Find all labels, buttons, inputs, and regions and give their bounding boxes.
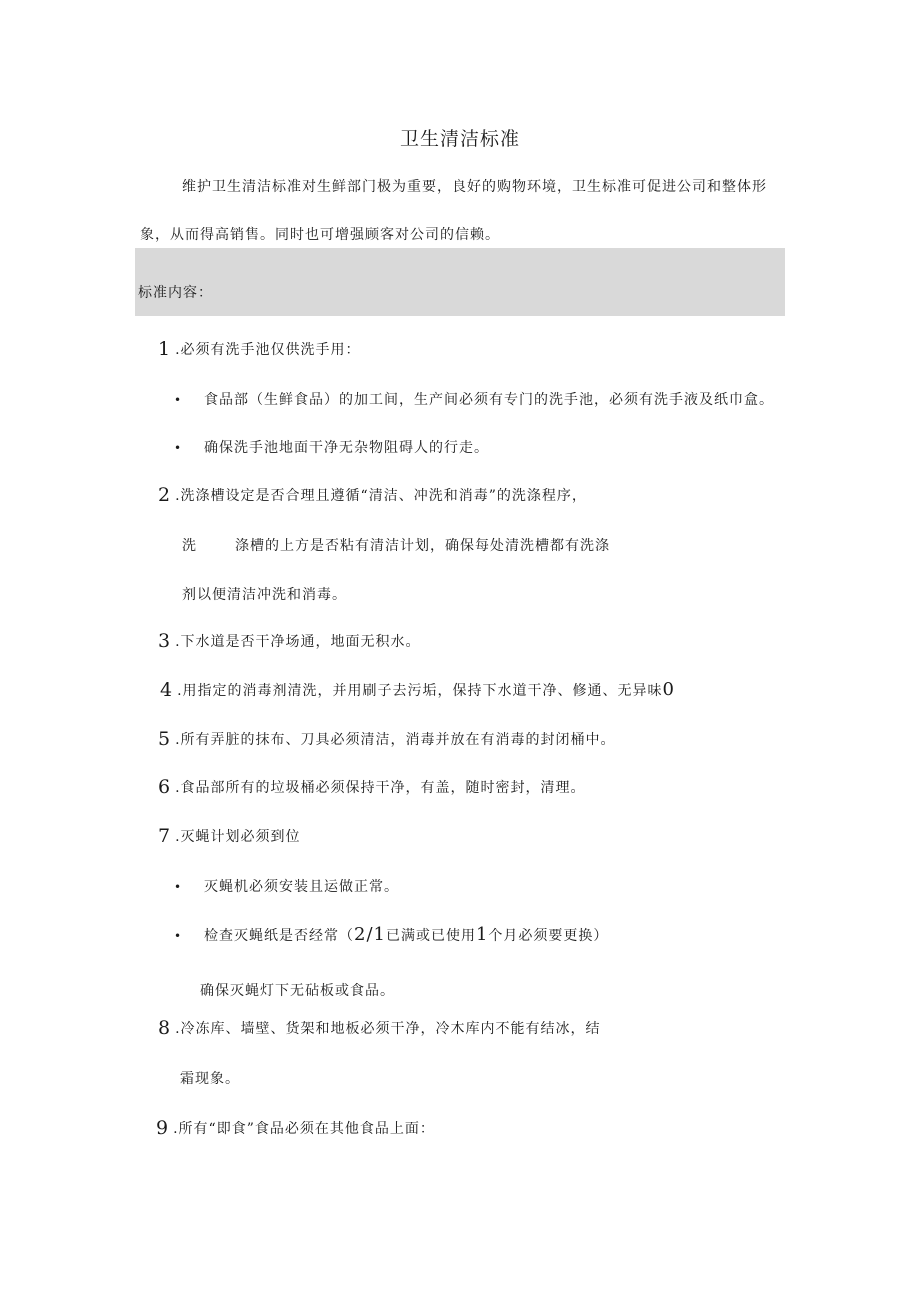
bullet-text-pre: 检查灭蝇纸是否经常（ [204, 928, 354, 944]
list-item-1-bullet-1 [174, 389, 774, 409]
item-number: 6 [158, 776, 172, 798]
item-text: .灭蝇计划必须到位 [175, 829, 301, 845]
item-text: .所有弄脏的抹布、刀具必须清洁，消毒并放在有消毒的封闭桶中。 [175, 732, 616, 748]
bullet-icon: • [174, 441, 183, 455]
bullet-icon: • [174, 929, 183, 943]
bullet-text-post: 个月必须要更换） [488, 928, 609, 944]
list-item-1-bullet-2 [174, 437, 489, 457]
section-label: 标准内容： [138, 285, 213, 301]
list-item-1 [158, 338, 361, 360]
item-number: 9 [156, 1117, 170, 1139]
list-item-7 [158, 825, 301, 847]
item-text: .必须有洗手池仅供洗手用： [175, 342, 361, 358]
list-item-3 [158, 630, 421, 652]
item-text: .冷冻库、墙壁、货架和地板必须干净，冷木库内不能有结冰，结 [175, 1021, 601, 1037]
item-text: .所有“即食”食品必须在其他食品上面： [173, 1121, 435, 1137]
item-number: 3 [158, 630, 172, 652]
month-count: 1 [475, 924, 489, 945]
bullet-text: 灭蝇机必须安装且运做正常。 [204, 879, 399, 895]
list-item-2-cont-1b: 涤槽的上方是否粘有清洁计划，确保每处清洗槽都有洗涤 [235, 538, 610, 554]
bullet-text: 确保洗手池地面干净无杂物阻碍人的行走。 [204, 440, 489, 456]
item-text: .用指定的消毒剂清洗，并用刷子去污垢，保持下水道干净、修通、无异味 [177, 683, 663, 699]
bullet-text-mid: 已满或已使用 [385, 928, 476, 944]
intro-line-2: 象，从而得高销售。同时也可增强顾客对公司的信赖。 [140, 227, 500, 243]
item-number: 5 [158, 728, 172, 750]
item-number: 2 [158, 484, 172, 506]
list-item-7-bullet-1 [174, 876, 399, 896]
item-tail: 0 [662, 679, 675, 700]
list-item-7-cont: 确保灭蝇灯下无砧板或食品。 [200, 983, 395, 999]
item-number: 8 [158, 1017, 172, 1039]
bullet-icon: • [174, 880, 183, 894]
item-number: 7 [158, 825, 172, 847]
list-item-7-bullet-2 [174, 924, 608, 945]
fraction-value: 2/1 [354, 924, 386, 945]
item-text: .食品部所有的垃圾桶必须保持干净，有盖，随时密封，清理。 [175, 780, 586, 796]
list-item-2-cont-2: 剂以便清洁冲洗和消毒。 [182, 587, 347, 603]
list-item-8-cont: 霜现象。 [180, 1071, 240, 1087]
intro-line-1: 维护卫生清洁标准对生鲜部门极为重要，良好的购物环境，卫生标准可促进公司和整体形 [182, 179, 767, 195]
item-number: 4 [160, 679, 174, 701]
list-item-2 [158, 484, 587, 506]
list-item-5 [158, 728, 616, 750]
list-item-6 [158, 776, 586, 798]
item-number: 1 [158, 338, 172, 360]
item-text: .下水道是否干净场通，地面无积水。 [175, 634, 421, 650]
list-item-9 [156, 1117, 435, 1139]
bullet-icon: • [174, 393, 183, 407]
section-header-bar [135, 248, 785, 316]
list-item-8 [158, 1017, 601, 1039]
list-item-2-cont-1a: 洗 [182, 538, 197, 554]
item-text: .洗涤槽设定是否合理且遵循“清洁、冲洗和消毒”的洗涤程序， [175, 488, 587, 504]
document-title: 卫生清洁标准 [399, 128, 520, 150]
bullet-text: 食品部（生鲜食品）的加工间，生产间必须有专门的洗手池，必须有洗手液及纸巾盒。 [204, 392, 774, 408]
list-item-4 [160, 679, 675, 701]
